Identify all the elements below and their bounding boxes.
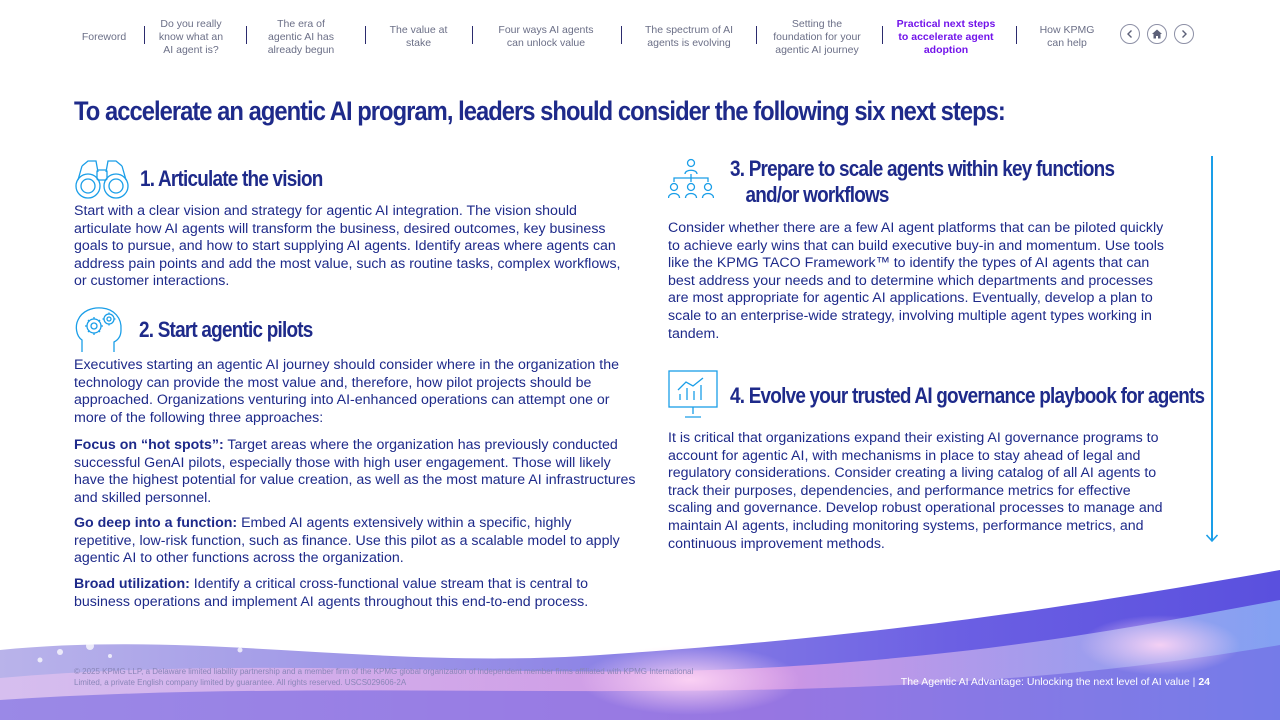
nav-divider — [621, 26, 622, 44]
chevron-right-icon — [1179, 29, 1189, 39]
approach-deep-function-lead: Go deep into a function: — [74, 515, 238, 531]
head-gears-icon — [74, 306, 126, 354]
approach-hot-spots — [74, 437, 636, 507]
home-button[interactable] — [1147, 24, 1167, 44]
org-chart-icon — [668, 158, 714, 204]
nav-item-foreword[interactable]: Foreword — [81, 30, 127, 43]
nav-divider — [144, 26, 145, 44]
approach-broad-utilization-lead: Broad utilization: — [74, 576, 190, 592]
arrow-down-icon — [1205, 533, 1219, 543]
copyright-notice: © 2025 KPMG LLP, a Delaware limited liability partnership and a member firm of the KPMG global organization of independent member firms affiliated with KPMG International Limited, a private English company limited by guarantee. All rights reserved. USCS029606-2A — [74, 667, 694, 687]
section-4-title: 4. Evolve your trusted AI governance playbook for agents — [730, 383, 1205, 408]
binoculars-icon — [74, 158, 130, 202]
section-2-title: 2. Start agentic pilots — [139, 317, 313, 342]
section-3-body: Consider whether there are a few AI agent platforms that can be piloted quickly to achieve early wins that can build executive buy-in and momentum. Use tools like the KPMG TACO Framework™ to identify the types of AI agents that can best address your needs and to determine which departments and processes are most appropriate for agentic AI applications. Eventually, develop a plan to scale to an enterprise-wide strategy, involving multiple agent types working in tandem. — [668, 220, 1165, 342]
nav-item-spectrum[interactable]: The spectrum of AI agents is evolving — [644, 24, 734, 49]
nav-divider — [756, 26, 757, 44]
nav-divider — [472, 26, 473, 44]
nav-item-ai-agent[interactable]: Do you really know what an AI agent is? — [158, 17, 224, 56]
section-4-body: It is critical that organizations expand their existing AI governance programs to account for agentic AI, with mechanisms in place to stay ahead of legal and regulatory considerations. Consider creating a living catalog of all AI agents to track their purposes, dependencies, and performance metrics for effective scaling and governance. Develop robust operational processes to manage and maintain AI agents, including monitoring systems, performance metrics, and continuous improvement methods. — [668, 430, 1163, 552]
dashboard-chart-icon — [668, 370, 718, 420]
nav-divider — [1016, 26, 1017, 44]
section-1-body: Start with a clear vision and strategy for agentic AI integration. The vision should articulate how AI agents will transform the business, desired outcomes, key business goals to pursue, and how to start supplying AI agents. Identify areas where agents can address pain points and add the most value, such as routine tasks, complex workflows, or customer interactions. — [74, 203, 621, 290]
nav-item-value[interactable]: The value at stake — [389, 24, 448, 49]
nav-divider — [246, 26, 247, 44]
nav-item-kpmg-help[interactable]: How KPMG can help — [1039, 24, 1095, 49]
nav-item-foundation[interactable]: Setting the foundation for your agentic AI journey — [773, 17, 861, 56]
footer-doc-title-text: The Agentic AI Advantage: Unlocking the next level of AI value | — [900, 676, 1199, 688]
section-2-intro: Executives starting an agentic AI journey should consider where in the organization the technology can provide the most value and, therefore, how pilot projects should be approached. Organizations venturing into AI-enhanced operations can attempt one or more of the following three approaches: — [74, 357, 619, 426]
page-title: To accelerate an agentic AI program, leaders should consider the following six next steps: — [74, 96, 1005, 126]
scroll-indicator-line — [1211, 156, 1213, 540]
approach-deep-function-text: Embed AI agents extensively within a specific, highly repetitive, low-risk function, such as finance. Use this pilot as a scalable model to apply agentic AI to other functions across the organization. — [74, 515, 620, 567]
approach-hot-spots-lead: Focus on “hot spots”: — [74, 437, 224, 453]
approach-broad-utilization-text: Identify a critical cross-functional value stream that is central to business operations and implement AI agents throughout this end-to-end process. — [74, 576, 589, 610]
nav-divider — [882, 26, 883, 44]
prev-page-button[interactable] — [1120, 24, 1140, 44]
page-number: 24 — [1198, 676, 1210, 688]
decorative-wave-background — [0, 560, 1280, 720]
section-1-title: 1. Articulate the vision — [140, 166, 323, 191]
section-3-title-line-1: 3. Prepare to scale agents within key functions — [730, 156, 1115, 181]
nav-item-era[interactable]: The era of agentic AI has already begun — [267, 17, 335, 56]
top-navigation — [70, 14, 1210, 60]
section-3-title-line-2: and/or workflows — [745, 182, 889, 207]
approach-hot-spots-text: Target areas where the organization has previously conducted successful GenAI pilots, especially those with high user engagement. Those will likely have the highest potential for value creation, as well as the most mature AI infrastructures and skilled personnel. — [74, 437, 636, 506]
home-icon — [1151, 28, 1163, 40]
footer-doc-title — [901, 676, 1210, 688]
nav-item-four-ways[interactable]: Four ways AI agents can unlock value — [498, 24, 594, 49]
nav-item-next-steps[interactable]: Practical next steps to accelerate agent adoption — [896, 17, 996, 56]
next-page-button[interactable] — [1174, 24, 1194, 44]
section-3-title — [730, 156, 1114, 208]
nav-divider — [365, 26, 366, 44]
chevron-left-icon — [1125, 29, 1135, 39]
